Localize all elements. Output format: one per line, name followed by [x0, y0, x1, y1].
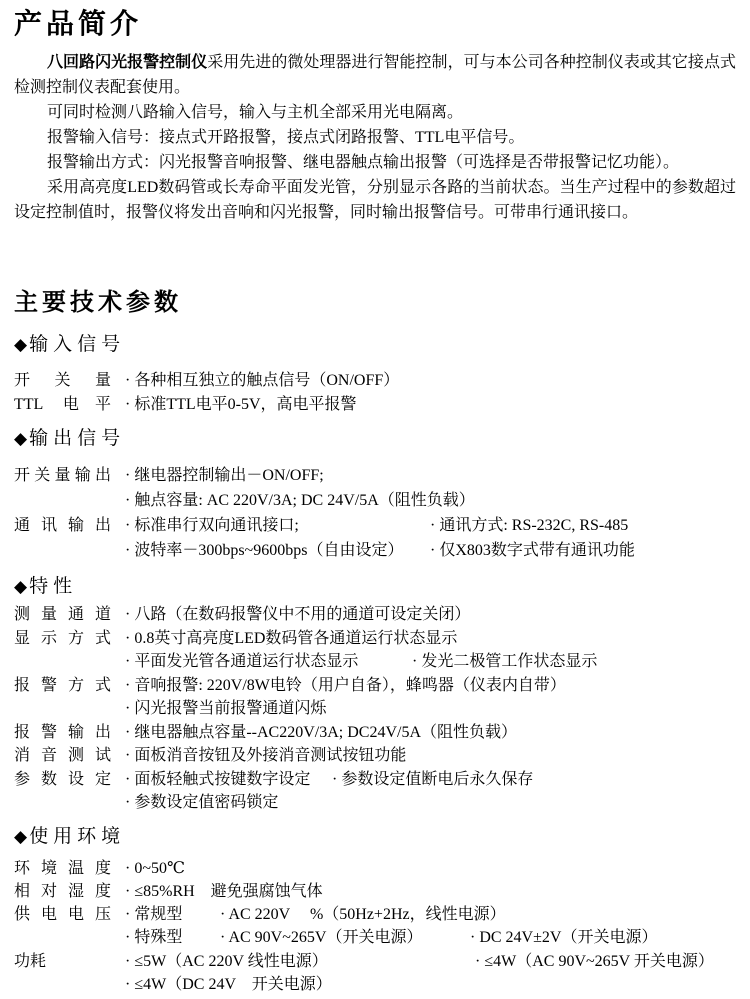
spec-row	[14, 791, 736, 815]
spec-value: · 标准TTL电平0-5V，高电平报警	[125, 396, 357, 413]
spec-value: · 面板轻触式按键数字设定	[125, 770, 311, 788]
spec-row	[14, 627, 736, 651]
spec-row	[14, 463, 736, 488]
spec-value-col2: · AC 90V~265V（开关电源）	[220, 929, 423, 947]
spec-label: 通讯输出	[14, 517, 111, 534]
input-rows	[14, 369, 736, 417]
spec-value: · 音响报警: 220V/8W电铃（用户自备），蜂鸣器（仪表内自带）	[125, 676, 566, 694]
spec-label: 测量通道	[14, 606, 111, 623]
spec-label: 报警输出	[14, 723, 111, 741]
spec-value-col2: · 参数设定值断电后永久保存	[332, 770, 534, 788]
diamond-icon: ◆	[14, 335, 28, 354]
spec-value-col2: · 通讯方式: RS-232C, RS-485	[430, 517, 629, 534]
spec-value: · 波特率－300bps~9600bps（自由设定）	[125, 542, 404, 559]
spec-row	[14, 926, 736, 949]
spec-value: · 常规型	[125, 906, 183, 924]
environment-rows	[14, 857, 736, 997]
spec-label: 相对湿度	[14, 882, 111, 900]
intro-paragraph-1-text: 采用先进的微处理器进行智能控制，可与本公司各种控制仪表或其它接点式检测控制仪表配套使用。	[14, 54, 736, 96]
diamond-icon: ◆	[14, 429, 28, 448]
spec-label: 报警方式	[14, 676, 111, 694]
spec-value: · 闪光报警当前报警通道闪烁	[125, 700, 327, 717]
spec-row	[14, 744, 736, 768]
spec-label: 开关量	[14, 372, 111, 389]
intro-section	[14, 50, 736, 225]
spec-row	[14, 903, 736, 926]
intro-paragraph-4: 报警输出方式：闪光报警音响报警、继电器触点输出报警（可选择是否带报警记忆功能）。	[47, 154, 680, 171]
spec-value: · ≤4W（DC 24V 开关电源）	[125, 975, 332, 993]
spec-value-col2: · 仅X803数字式带有通讯功能	[430, 542, 635, 559]
section-heading-features	[14, 575, 736, 599]
spec-value: · 八路（在数码报警仪中不用的通道可设定关闭）	[125, 606, 471, 623]
spec-label: 显示方式	[14, 629, 111, 647]
spec-row	[14, 880, 736, 903]
spec-row	[14, 603, 736, 627]
spec-label: 消音测试	[14, 747, 111, 764]
spec-label: 开关量输出	[14, 467, 111, 484]
spec-value: · 各种相互独立的触点信号（ON/OFF）	[125, 372, 400, 389]
spec-value-col2: · 发光二极管工作状态显示	[412, 653, 598, 670]
spec-row	[14, 393, 736, 417]
spec-label: TTL 电平	[14, 396, 111, 413]
section-heading-input	[14, 333, 736, 357]
intro-paragraph-5: 采用高亮度LED数码管或长寿命平面发光管，分别显示各路的当前状态。当生产过程中的参数超过设定控制值时，报警仪将发出音响和闪光报警，同时输出报警信号。可带串行通讯接口。	[14, 179, 736, 221]
spec-row	[14, 697, 736, 721]
spec-row	[14, 857, 736, 880]
spec-value-col3: · DC 24V±2V（开关电源）	[470, 929, 658, 947]
spec-row	[14, 721, 736, 745]
intro-paragraph-3: 报警输入信号：接点式开路报警，接点式闭路报警、TTL电平信号。	[47, 129, 525, 146]
section-heading-output-label: 输出信号	[29, 428, 126, 449]
spec-row	[14, 650, 736, 674]
spec-row	[14, 513, 736, 538]
diamond-icon: ◆	[14, 826, 28, 846]
spec-value: · 继电器控制输出－ON/OFF;	[125, 467, 324, 484]
spec-value: · ≤5W（AC 220V 线性电源）	[125, 952, 328, 970]
section-heading-environment	[14, 825, 736, 849]
spec-row	[14, 768, 736, 792]
spec-row	[14, 674, 736, 698]
spec-value: · 继电器触点容量--AC220V/3A; DC24V/5A（阻性负载）	[125, 723, 517, 741]
spec-value: · 参数设定值密码锁定	[125, 794, 279, 811]
spec-value: · 0.8英寸高亮度LED数码管各通道运行状态显示	[125, 629, 458, 647]
intro-paragraph-1	[14, 50, 736, 100]
spec-label: 供电电压	[14, 906, 111, 924]
section-heading-environment-label: 使用环境	[29, 825, 126, 847]
spec-value-col2: · AC 220V %（50Hz+2Hz，线性电源）	[220, 906, 506, 924]
spec-value: · 特殊型	[125, 929, 183, 947]
intro-title: 产品简介	[14, 7, 143, 40]
product-name: 八回路闪光报警控制仪	[47, 54, 208, 71]
features-rows	[14, 603, 736, 815]
diamond-icon: ◆	[14, 577, 28, 596]
spec-label: 参数设定	[14, 770, 111, 788]
section-heading-features-label: 特性	[29, 576, 78, 597]
output-rows	[14, 463, 736, 563]
section-heading-input-label: 输入信号	[29, 334, 126, 355]
spec-value: · 平面发光管各通道运行状态显示	[125, 653, 359, 670]
spec-row	[14, 369, 736, 393]
spec-value: · 标准串行双向通讯接口;	[125, 517, 299, 534]
intro-paragraph-2: 可同时检测八路输入信号，输入与主机全部采用光电隔离。	[47, 104, 464, 121]
spec-value: · 0~50℃	[125, 859, 185, 877]
spec-value-col2: · ≤4W（AC 90V~265V 开关电源）	[475, 952, 714, 970]
spec-label: 环境温度	[14, 859, 111, 877]
spec-row	[14, 488, 736, 513]
spec-label: 功耗	[14, 952, 47, 970]
spec-value: · 触点容量: AC 220V/3A; DC 24V/5A（阻性负载）	[125, 492, 475, 509]
spec-row	[14, 538, 736, 563]
spec-row	[14, 950, 736, 973]
spec-value: · ≤85%RH 避免强腐蚀气体	[125, 882, 323, 900]
specs-title: 主要技术参数	[14, 288, 182, 316]
section-heading-output	[14, 427, 736, 451]
spec-value: · 面板消音按钮及外接消音测试按钮功能	[125, 747, 407, 764]
spec-row	[14, 973, 736, 996]
